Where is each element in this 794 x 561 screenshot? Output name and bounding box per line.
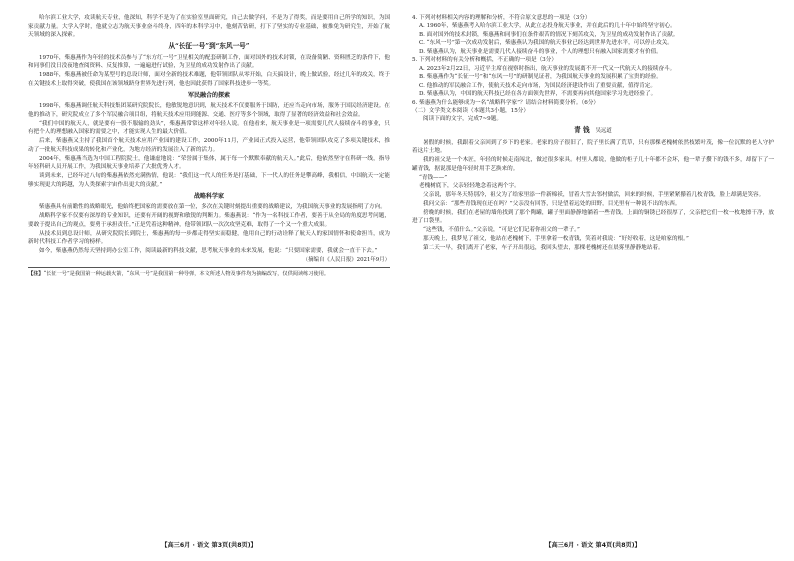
footnote-text: “长征一号”是我国第一种运载火箭，“东风一号”是我国第一种导弹，本文所述人物及事件均为摘编改写，仅供阅读练习使用。: [43, 270, 330, 277]
section-heading: 军民融合的探索: [187, 91, 230, 99]
paragraph: 后来，柴惠燕又主持了我国首个航天技术应用产业园的建设工作，2000年11月，产业园正式投入运营，他带领团队攻克了多项关键技术，推动了一批航天科技成果的转化和产业化，为地方经济的发展注入了新的活力。: [28, 138, 390, 153]
paragraph: 2004年，柴惠燕当选为中国工程院院士，他谦虚地说：“荣誉属于集体，属于每一个默默奉献的航天人。”此后，他依然坚守在科研一线，指导年轻科研人员开展工作，为我国航天事业培养了大批优秀人才。: [28, 155, 390, 171]
paragraph: 老槐树底下，父亲轻轻地念着这两个字。: [419, 183, 520, 190]
left-page: [28, 14, 390, 540]
footnote-label: 【注】: [28, 270, 44, 277]
story-title-text: 青 钱: [574, 126, 590, 135]
paragraph: 父亲说，那年冬天特别冷，祖父为了给家里添一件新棉袄，冒着大雪去邻村做活，回来的时候，手里紧紧攥着几枚青钱，脸上却满是笑容。: [423, 191, 765, 198]
page-footer-3: 【高三6月 · 语文 第3页(共8页)】: [161, 542, 257, 549]
section-heading: 从“长征一号”到“东风一号”: [168, 42, 250, 51]
story-author: 吴远道: [595, 128, 612, 135]
option-d: D. 柴惠燕认为，航天事业是需要几代人接续奋斗的事业，个人的理想只有融入国家需要才有价值。: [419, 48, 662, 55]
section-heading: 战略科学家: [193, 192, 224, 200]
paragraph: 谈到未来，已经年过八旬的柴惠燕依然充满热情，他说：“我们这一代人的任务是打基础，下一代人的任务是攀高峰，我相信，中国航天一定能够实现更大的跨越，为人类探索宇宙作出更大的贡献。”: [28, 173, 390, 188]
option-c: C. 他推动的军民融合工作，使航天技术走向市场，为国民经济建设作出了重要贡献，值得肯定。: [419, 82, 656, 89]
paragraph: 哈尔滨工业大学，攻读航天专业，他深知，科学不是为了在实验室里面研究，自己去做学问，不是为了得奖，而是要用自己所学的知识，为国家贡献力量。大学入学时，他就立志为航天事业奋斗终身，四年的本科学习中，他刻苦钻研，打下了坚实的专业基础，被推免为研究生，开始了航天领域的深入探索。: [28, 15, 390, 39]
question-6: 6. 柴惠燕为什么能够成为一名“战略科学家”？请结合材料简要分析。（6分）: [412, 99, 600, 106]
paragraph: 1998年，柴惠燕调任航天科技集团某研究院院长，他敏锐地意识到，航天技术不仅要服务于国防，还应当走向市场，服务于国民经济建设。在他的推动下，研究院成立了多个军民融合项目组，将航天技术应用到能源、交通、医疗等多个领域，取得了显著的经济效益和社会效益。: [28, 103, 390, 118]
paragraph: 那天晚上，我梦见了祖父，他站在老槐树下，手里拿着一枚青钱，笑着对我说：“好好收着，这是咱家的根。”: [423, 236, 689, 243]
question-4: 4. 下列对材料相关内容的理解和分析，不符合原文意思的一项是（3分）: [412, 15, 591, 21]
option-a: A. 2023年2月22日，习近平主席在视察时指出，航天事业的发展离不开一代又一代航天人的接续奋斗。: [419, 65, 676, 72]
paragraph: “这些钱，不值什么。”父亲说，“可是它们记着你祖父的一辈子。”: [423, 227, 580, 234]
paragraph: 1988年，柴惠燕被任命为某型号的总设计师，面对全新的技术难题，他带领团队从零开始，白天搞设计，晚上做试验，经过几年的攻关，终于在关键技术上取得突破，使我国在该领域跻身世界先进行列，他也因此获得了国家科技进步一等奖。: [28, 72, 390, 87]
paragraph: “我们中国的航天人，就是要有一股不服输的劲头”，柴惠燕常常这样对年轻人说。在他看来，航天事业是一项需要几代人接续奋斗的事业，只有把个人的理想融入国家的需要之中，才能实现人生的最大价值。: [28, 120, 390, 136]
paragraph: 暑假的时候，我跟着父亲回到了乡下的老家。老家的房子很旧了，院子里长满了荒草，只有那棵老槐树依然枝繁叶茂，像一位沉默的老人守护着这片土地。: [412, 139, 774, 155]
page-footer-4: 【高三6月 · 语文 第4页(共8页)】: [545, 542, 641, 549]
story-title: [412, 125, 774, 137]
paragraph: 从技术员到总设计师，从研究院院长到院士，柴惠燕的每一步都走得坚实而稳健，他用自己的行动诠释了航天人的家国情怀和使命担当，成为新时代科技工作者学习的榜样。: [28, 230, 390, 246]
option-b: B. 面对国外的技术封锁，柴惠燕和同事们在条件艰苦的情况下刻苦攻关，为卫星的成功发射作出了贡献。: [419, 31, 679, 38]
option-d: D. 柴惠燕认为，中国的航天科技已经在各方面领先世界，不需要再向其他国家学习先进经验了。: [419, 91, 657, 98]
paragraph: 第二天一早，我们离开了老家，车子开出很远，我回头望去，那棵老槐树还在晨雾里静静地站着。: [423, 245, 664, 251]
option-a: A. 1960年，柴惠燕考入哈尔滨工业大学，从此立志投身航天事业，并在此后的几十年中始终坚守初心。: [419, 23, 676, 30]
question-5: 5. 下列对材料的有关分析和概括，不正确的一项是（3分）: [412, 57, 557, 64]
footnote: [28, 267, 390, 278]
paragraph: 如今，柴惠燕仍然每天坚持到办公室工作，阅读最新的科技文献，思考航天事业的未来发展，他说：“只要国家需要，我就会一直干下去。”: [39, 248, 378, 255]
reading-instruction: 阅读下面的文字，完成7~9题。: [423, 116, 502, 123]
right-page: [412, 14, 774, 540]
paragraph: “青钱——”: [419, 174, 448, 181]
source-citation: （摘编自《人民日报》2021年9月）: [302, 257, 390, 264]
option-b: B. 柴惠燕作为“长征一号”和“东风一号”的研制见证者，为我国航天事业的发展积累了宝贵的经验。: [419, 74, 662, 81]
paragraph: 柴惠燕具有前瞻性的战略眼光，他始终把国家的需要放在第一位，多次在关键时刻提出重要的战略建议，为我国航天事业的发展指明了方向。: [39, 204, 386, 211]
paragraph: 我的祖父是一个木匠，年轻的时候走南闯北，做过很多家具。村里人都说，他做的柜子几十年都不会坏，他一辈子攒下的钱不多，却留下了一罐青钱，据说那是他年轻时用手艺换来的。: [412, 157, 774, 172]
paragraph: 1970年，柴惠燕作为年轻的技术员参与了“东方红一号”卫星相关的配套研制工作，面对国外的技术封锁，在设备简陋、资料匮乏的条件下，他和同事们没日没夜地查阅资料、反复推算，一遍遍进行试验，为卫星的成功发射作出了贡献。: [28, 54, 390, 70]
paragraph: 战略科学家不仅要有深厚的专业知识，还要有开阔的视野和敏锐的判断力。柴惠燕说：“作为一名科技工作者，要善于从全局的角度思考问题，要敢于提出自己的观点，要勇于承担责任。”正是凭着这种精神，他带领团队一次次攻坚克难，取得了一个又一个重大成果。: [28, 213, 390, 228]
paragraph: 傍晚的时候，我们在老屋的墙角找到了那个陶罐，罐子里面静静地躺着一些青钱，上面的铜锈已经很厚了，父亲把它们一枚一枚地擦干净，放进了口袋里。: [412, 209, 774, 225]
option-c: C. “东风一号”第一次成功发射后，柴惠燕认为我国的航天事业已经达到世界先进水平，可以停止攻关。: [419, 40, 673, 47]
section-label: （二）文学类文本阅读（本题共3小题，15分）: [412, 107, 529, 114]
paragraph: 我问父亲：“那些青钱现在还在吗？”父亲没有回答，只是望着远处的田野，目光里有一种说不出的东西。: [423, 200, 681, 207]
